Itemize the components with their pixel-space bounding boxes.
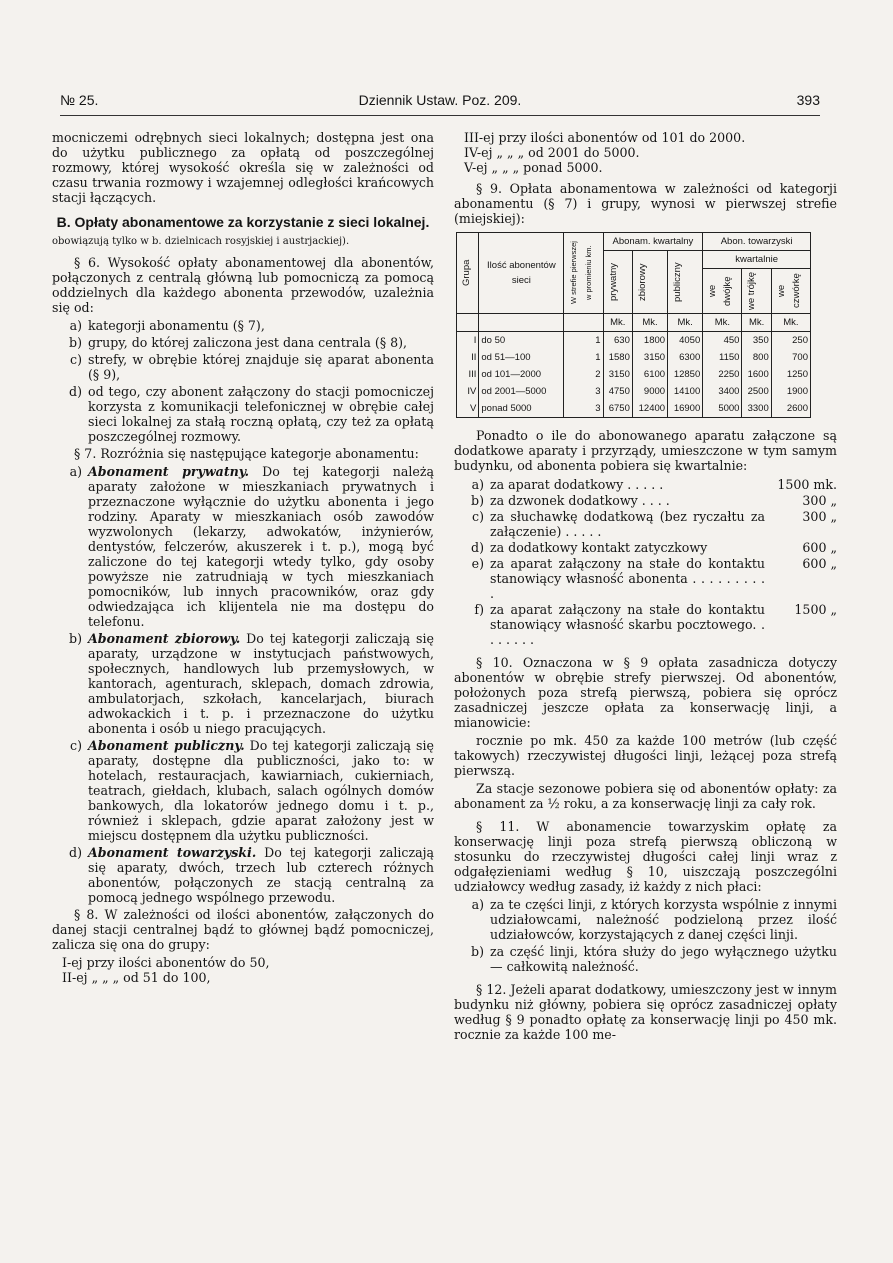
page-header	[60, 92, 820, 112]
header-rule	[60, 115, 820, 116]
table-row: II od 51—100 1 1580 3150 6300 1150 800 700	[457, 349, 811, 366]
list-item: b) za część linji, która służy do jego wyłącznego użytku — całkowitą należność.	[471, 944, 837, 974]
group-line: V-ej „ „ „ ponad 5000.	[464, 160, 603, 175]
group-line: II-ej „ „ „ od 51 do 100,	[62, 970, 211, 985]
th-zbior: zbiorowy	[632, 251, 667, 314]
th-troj: we trójkę	[742, 269, 771, 314]
paragraph-10-rate: rocznie po mk. 450 za każde 100 metrów (lub część takowych) rzeczywistej długości linji, leżącej poza strefą pierwszą.	[454, 733, 837, 778]
list-item: d) od tego, czy abonent załączony do stacji pomocniczej korzysta z komunikacji telefonicznej w obrębie całej sieci lokalnej za stałą roczną opłatą, czy też za opłatą poszczególnej rozmowy.	[69, 384, 434, 444]
paragraph-8: § 8. W zależności od ilości abonentów, załączonych do danej stacji centralnej bądź to głównej bądź pomocniczej, zalicza się ona do grupy:	[52, 907, 434, 952]
paragraph-11: § 11. W abonamencie towarzyskim opłatę za konserwację linji poza strefą pierwszą obliczoną w stosunku do rzeczywistej długości całej linji wraz z odgałęzieniami według § 10, uiszczają poszczególni udziałowcy według zasady, iż każdy z nich płaci:	[454, 819, 837, 894]
th-dwoj: we dwójkę	[703, 269, 742, 314]
section-note: obowiązują tylko w b. dzielnicach rosyjskiej i austrjackiej).	[52, 236, 350, 247]
list-item: d) za dodatkowy kontakt zatyczkowy 600 „	[471, 540, 837, 555]
paragraph-12: § 12. Jeżeli aparat dodatkowy, umieszczony jest w innym budynku niż główny, pobiera się oprócz zasadniczej opłaty według § 9 ponadto opłatę za konserwację linji po 450 mk. rocznie za każde 100 me-	[454, 982, 837, 1042]
right-column	[454, 130, 837, 1045]
list-item: c) za słuchawkę dodatkową (bez ryczałtu za załączenie) . . . . . 300 „	[472, 509, 837, 539]
table-row: III od 101—2000 2 3150 6100 12850 2250 1600 1250	[457, 366, 811, 383]
list-item: a) Abonament prywatny. Do tej kategorji należą aparaty założone w mieszkaniach prywatnych i przeznaczone wyłącznie do użytku abonenta i jego rodziny. Aparaty w mieszkaniach osób zawodów wyzwolonych (lekarzy, adwokatów, inżynierów, dentystów, felczerów, akuszerek i t. p.), mogą być zaliczone do tej kategorji wtedy tylko, gdy osoby powyższe nie zatrudniają w tych mieszkaniach pomocników, lub innych pracowników, oraz gdy odwiedzająca ich klijentela nie ma dostępu do telefonu.	[69, 464, 434, 629]
list-item: c) Abonament publiczny. Do tej kategorji zaliczają się aparaty, dostępne dla publiczności, jako to: w hotelach, restauracjach, kawiarniach, cukierniach, teatrach, giełdach, klubach, salach ogólnych domów bankowych, dla lokatorów jednego domu i t. p., również i sklepach, gdzie aparat założony jest w miejscu dostępnem dla użytku publiczności.	[70, 738, 435, 843]
fee-table	[456, 232, 811, 418]
s6-list	[52, 318, 434, 444]
left-column	[52, 130, 434, 985]
extra-list	[454, 477, 837, 647]
group-line: III-ej przy ilości abonentów od 101 do 2000.	[464, 130, 746, 145]
paragraph-10-season: Za stacje sezonowe pobiera się od abonentów opłaty: za abonament za ½ roku, a za konserwację linji za cały rok.	[454, 781, 837, 811]
paragraph-10: § 10. Oznaczona w § 9 opłata zasadnicza dotyczy abonentów w obrębie strefy pierwszej. Od abonentów, położonych poza strefą pierwszą, pobiera się oprócz zasadniczej jeszcze opłata za konserwację linji, a mianowicie:	[454, 655, 837, 730]
list-item: a) za aparat dodatkowy . . . . . 1500 mk.	[471, 477, 837, 492]
th-pryw: prywatny	[603, 251, 632, 314]
list-item: b) za dzwonek dodatkowy . . . . 300 „	[471, 493, 837, 508]
group-line: I-ej przy ilości abonentów do 50,	[62, 955, 270, 970]
th-kwartalnie: kwartalnie	[703, 251, 811, 269]
th-grupa: Grupa	[457, 233, 479, 314]
paragraph-9: § 9. Opłata abonamentowa w zależności od kategorji abonamentu (§ 7) i grupy, wynosi w pierwszej strefie (miejskiej):	[454, 181, 837, 226]
table-row: I do 50 1 630 1800 4050 450 350 250	[457, 332, 811, 350]
th-publ: publiczny	[668, 251, 703, 314]
th-abon-kwart: Abonam. kwartalny	[603, 233, 703, 251]
list-item: e) za aparat załączony na stałe do kontaktu stanowiący własność abonenta . . . . . . . . . . 600 „	[471, 556, 837, 601]
paragraph-7: § 7. Rozróżnia się następujące kategorje abonamentu:	[74, 446, 419, 461]
list-item: f) za aparat załączony na stałe do kontaktu stanowiący własność skarbu pocztowego. . . . . . . . 1500 „	[474, 602, 837, 647]
s11-list	[454, 897, 837, 974]
list-item: c) strefy, w obrębie której znajduje się aparat abonenta (§ 9),	[70, 352, 434, 382]
intro-paragraph: mocniczemi odrębnych sieci lokalnych; dostępna jest ona do użytku publicznego za opłatą od poszczególnej rozmowy, której wysokość określa się w zależności od czasu trwania rozmowy i wzajemnej odległości krańcowych stacji łączących.	[52, 130, 434, 205]
list-item: a) kategorji abonamentu (§ 7),	[69, 318, 265, 333]
page-number: 393	[796, 92, 820, 108]
unit-row: Mk. Mk. Mk. Mk. Mk. Mk.	[457, 314, 811, 332]
th-czw: we czwórkę	[771, 269, 810, 314]
extra-paragraph: Ponadto o ile do abonowanego aparatu załączone są dodatkowe aparaty i przyrządy, umieszczone w tym samym budynku, od abonenta pobiera się kwartalnie:	[454, 428, 837, 473]
journal-title: Dziennik Ustaw. Poz. 209.	[358, 92, 522, 108]
paragraph-6: § 6. Wysokość opłaty abonamentowej dla abonentów, połączonych z centralą główną lub pomocniczą za pomocą oddzielnych dla każdego abonenta przewodów, uzależnia się od:	[52, 255, 434, 315]
section-b-heading: B. Opłaty abonamentowe za korzystanie z sieci lokalnej.	[56, 214, 430, 230]
group-line: IV-ej „ „ „ od 2001 do 5000.	[464, 145, 640, 160]
th-abon-tow: Abon. towarzyski	[703, 233, 811, 251]
table-row: IV od 2001—5000 3 4750 9000 14100 3400 2500 1900	[457, 383, 811, 400]
list-item: a) za te części linji, z których korzysta wspólnie z innymi udziałowcami, należność podzieloną przez ilość udziałowców, korzystających z danej części linji.	[471, 897, 837, 942]
list-item: d) Abonament towarzyski. Do tej kategorji zaliczają się aparaty, dwóch, trzech lub czterech różnych abonentów, połączonych ze stacją centralną za pomocą jednego wspólnego przewodu.	[69, 845, 434, 905]
th-ilosc: Ilość abonentów sieci	[479, 233, 564, 314]
s7-list	[52, 464, 434, 905]
list-item: b) Abonament zbiorowy. Do tej kategorji zaliczają się aparaty, urządzone w instytucjach państwowych, społecznych, handlowych lub przemysłowych, w kantorach, agenturach, sklepach, domach zdrowia, ambulatorjach, szkołach, kancelarjach, biurach adwokackich i t. p. i przeznaczone do użytku abonenta i osób u niego pracujących.	[69, 631, 434, 736]
table-row: V ponad 5000 3 6750 12400 16900 5000 3300 2600	[457, 400, 811, 418]
list-item: b) grupy, do której zaliczona jest dana centrala (§ 8),	[69, 335, 408, 350]
issue-number: № 25.	[60, 92, 99, 108]
th-strefa: W strefie pierwszej w promieniu km.	[564, 233, 603, 314]
